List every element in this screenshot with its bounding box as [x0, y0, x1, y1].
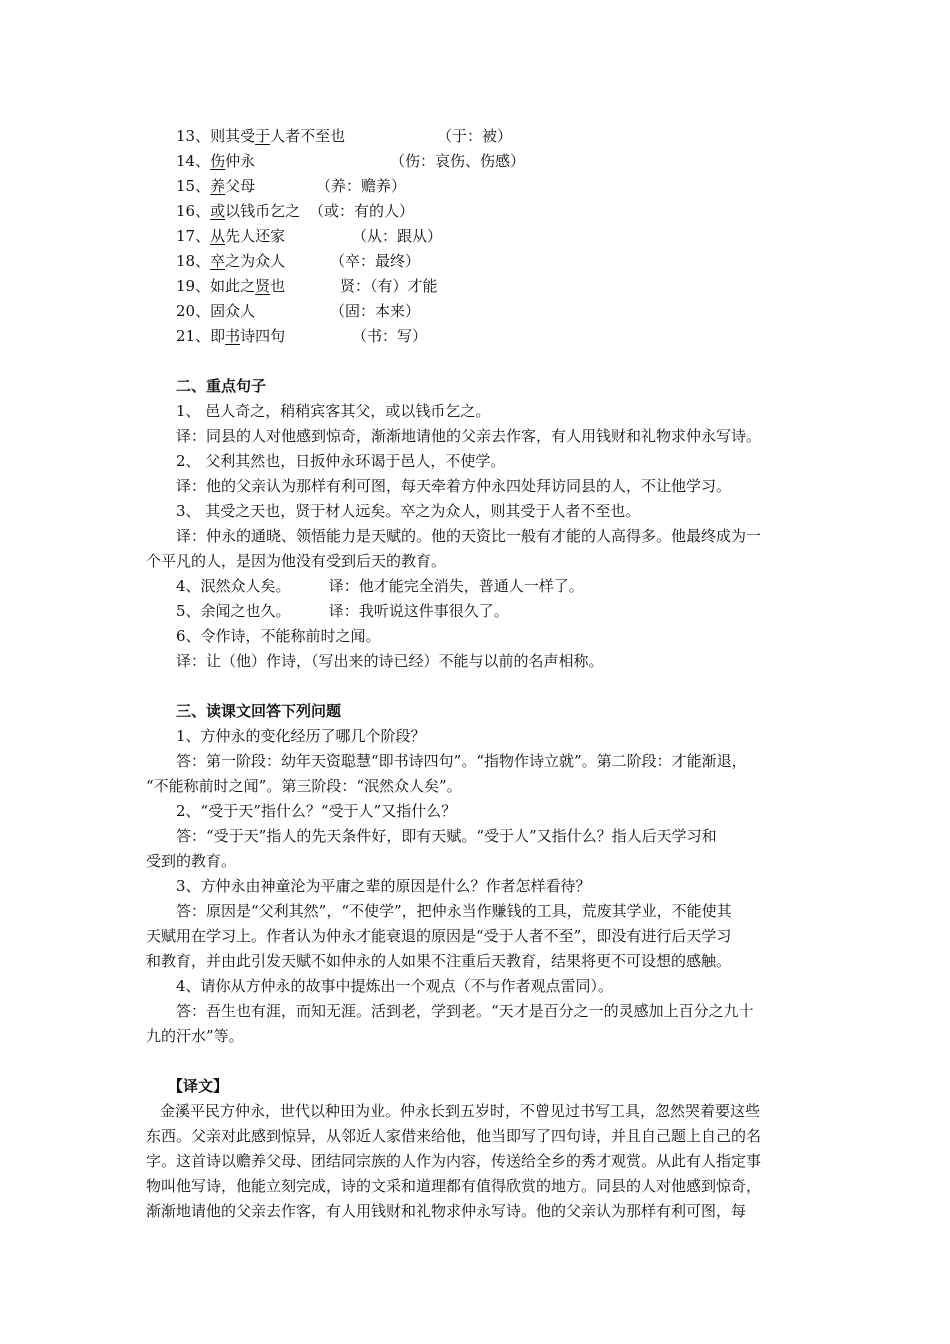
- paragraph-line: 个平凡的人，是因为他没有受到后天的教育。: [146, 552, 447, 570]
- vocab-gloss: （书：写）: [352, 327, 428, 345]
- paragraph-line: 译：同县的人对他感到惊奇，渐渐地请他的父亲去作客，有人用钱财和礼物求仲永写诗。: [176, 427, 762, 445]
- paragraph-line: 字。这首诗以赡养父母、团结同宗族的人作为内容，传送给全乡的秀才观赏。从此有人指定事: [146, 1152, 762, 1170]
- paragraph-line: 答：“受于天”指人的先天条件好，即有天赋。“受于人”又指什么？指人后天学习和: [176, 827, 717, 845]
- paragraph-line: 译：他的父亲认为那样有利可图，每天牵着方仲永四处拜访同县的人，不让他学习。: [176, 477, 732, 495]
- vocab-item: 20、固众人: [176, 302, 256, 320]
- paragraph-line: 物叫他写诗，他能立刻完成，诗的文采和道理都有值得欣赏的地方。同县的人对他感到惊奇，: [146, 1177, 762, 1195]
- paragraph-line: 5、余闻之也久。 译：我听说这件事很久了。: [176, 602, 509, 620]
- section-heading: 二、重点句子: [176, 377, 267, 395]
- paragraph-line: 答：第一阶段：幼年天资聪慧“即书诗四句”。“指物作诗立就”。第二阶段：才能渐退，: [176, 752, 747, 770]
- paragraph-line: 1、 邑人奇之，稍稍宾客其父，或以钱币乞之。: [176, 402, 491, 420]
- vocab-item: 19、如此之贤也: [176, 277, 286, 295]
- vocab-gloss: 贤：（有）才能: [340, 277, 438, 295]
- vocab-item: 21、即书诗四句: [176, 327, 286, 345]
- paragraph-line: 天赋用在学习上。作者认为仲永才能衰退的原因是“受于人者不至”，即没有进行后天学习: [146, 927, 732, 945]
- vocab-item: 15、养父母: [176, 177, 256, 195]
- vocab-item: 18、卒之为众人: [176, 252, 286, 270]
- paragraph-line: 答：吾生也有涯，而知无涯。活到老，学到老。“天才是百分之一的灵感加上百分之九十: [176, 1002, 754, 1020]
- paragraph-line: 4、请你从方仲永的故事中提炼出一个观点（不与作者观点雷同）。: [176, 977, 614, 995]
- vocab-gloss: （于：被）: [437, 127, 513, 145]
- vocab-item: 17、从先人还家: [176, 227, 286, 245]
- paragraph-line: 金溪平民方仲永，世代以种田为业。仲永长到五岁时，不曾见过书写工具，忽然哭着要这些: [160, 1102, 761, 1120]
- vocab-item: 16、或以钱币乞之: [176, 202, 301, 220]
- vocab-gloss: （固：本来）: [330, 302, 421, 320]
- paragraph-line: 2、 父利其然也，日扳仲永环谒于邑人，不使学。: [176, 452, 506, 470]
- vocab-gloss: （伤：哀伤、伤感）: [390, 152, 526, 170]
- vocab-item: 14、伤仲永: [176, 152, 256, 170]
- paragraph-line: 渐渐地请他的父亲去作客，有人用钱财和礼物求仲永写诗。他的父亲认为那样有利可图，每: [146, 1202, 747, 1220]
- paragraph-line: 译：仲永的通晓、领悟能力是天赋的。他的天资比一般有才能的人高得多。他最终成为一: [176, 527, 762, 545]
- paragraph-line: 3、方仲永由神童沦为平庸之辈的原因是什么？作者怎样看待？: [176, 877, 591, 895]
- paragraph-line: 东西。父亲对此感到惊异，从邻近人家借来给他，他当即写了四句诗，并且自己题上自己的名: [146, 1127, 762, 1145]
- paragraph-line: 和教育，并由此引发天赋不如仲永的人如果不注重后天教育，结果将更不可设想的感触。: [146, 952, 732, 970]
- paragraph-line: 九的汗水”等。: [146, 1027, 244, 1045]
- paragraph-line: 4、泯然众人矣。 译：他才能完全消失，普通人一样了。: [176, 577, 584, 595]
- paragraph-line: 译：让（他）作诗，（写出来的诗已经）不能与以前的名声相称。: [176, 652, 604, 670]
- paragraph-line: 2、“受于天”指什么？“受于人”又指什么？: [176, 802, 457, 820]
- vocab-gloss: （卒：最终）: [330, 252, 421, 270]
- vocab-gloss: （从：跟从）: [352, 227, 443, 245]
- section-heading: 三、读课文回答下列问题: [176, 702, 342, 720]
- paragraph-line: 1、方仲永的变化经历了哪几个阶段？: [176, 727, 426, 745]
- section-heading: 【译文】: [168, 1077, 229, 1095]
- paragraph-line: 6、令作诗，不能称前时之闻。: [176, 627, 381, 645]
- vocab-gloss: （或：有的人）: [309, 202, 415, 220]
- vocab-item: 13、则其受于人者不至也: [176, 127, 346, 145]
- vocab-gloss: （养：赡养）: [316, 177, 407, 195]
- paragraph-line: 3、 其受之天也，贤于材人远矣。卒之为众人，则其受于人者不至也。: [176, 502, 641, 520]
- paragraph-line: “不能称前时之闻”。第三阶段：“泯然众人矣”。: [146, 777, 462, 795]
- paragraph-line: 受到的教育。: [146, 852, 237, 870]
- paragraph-line: 答：原因是“父利其然”，“不使学”，把仲永当作赚钱的工具，荒废其学业，不能使其: [176, 902, 732, 920]
